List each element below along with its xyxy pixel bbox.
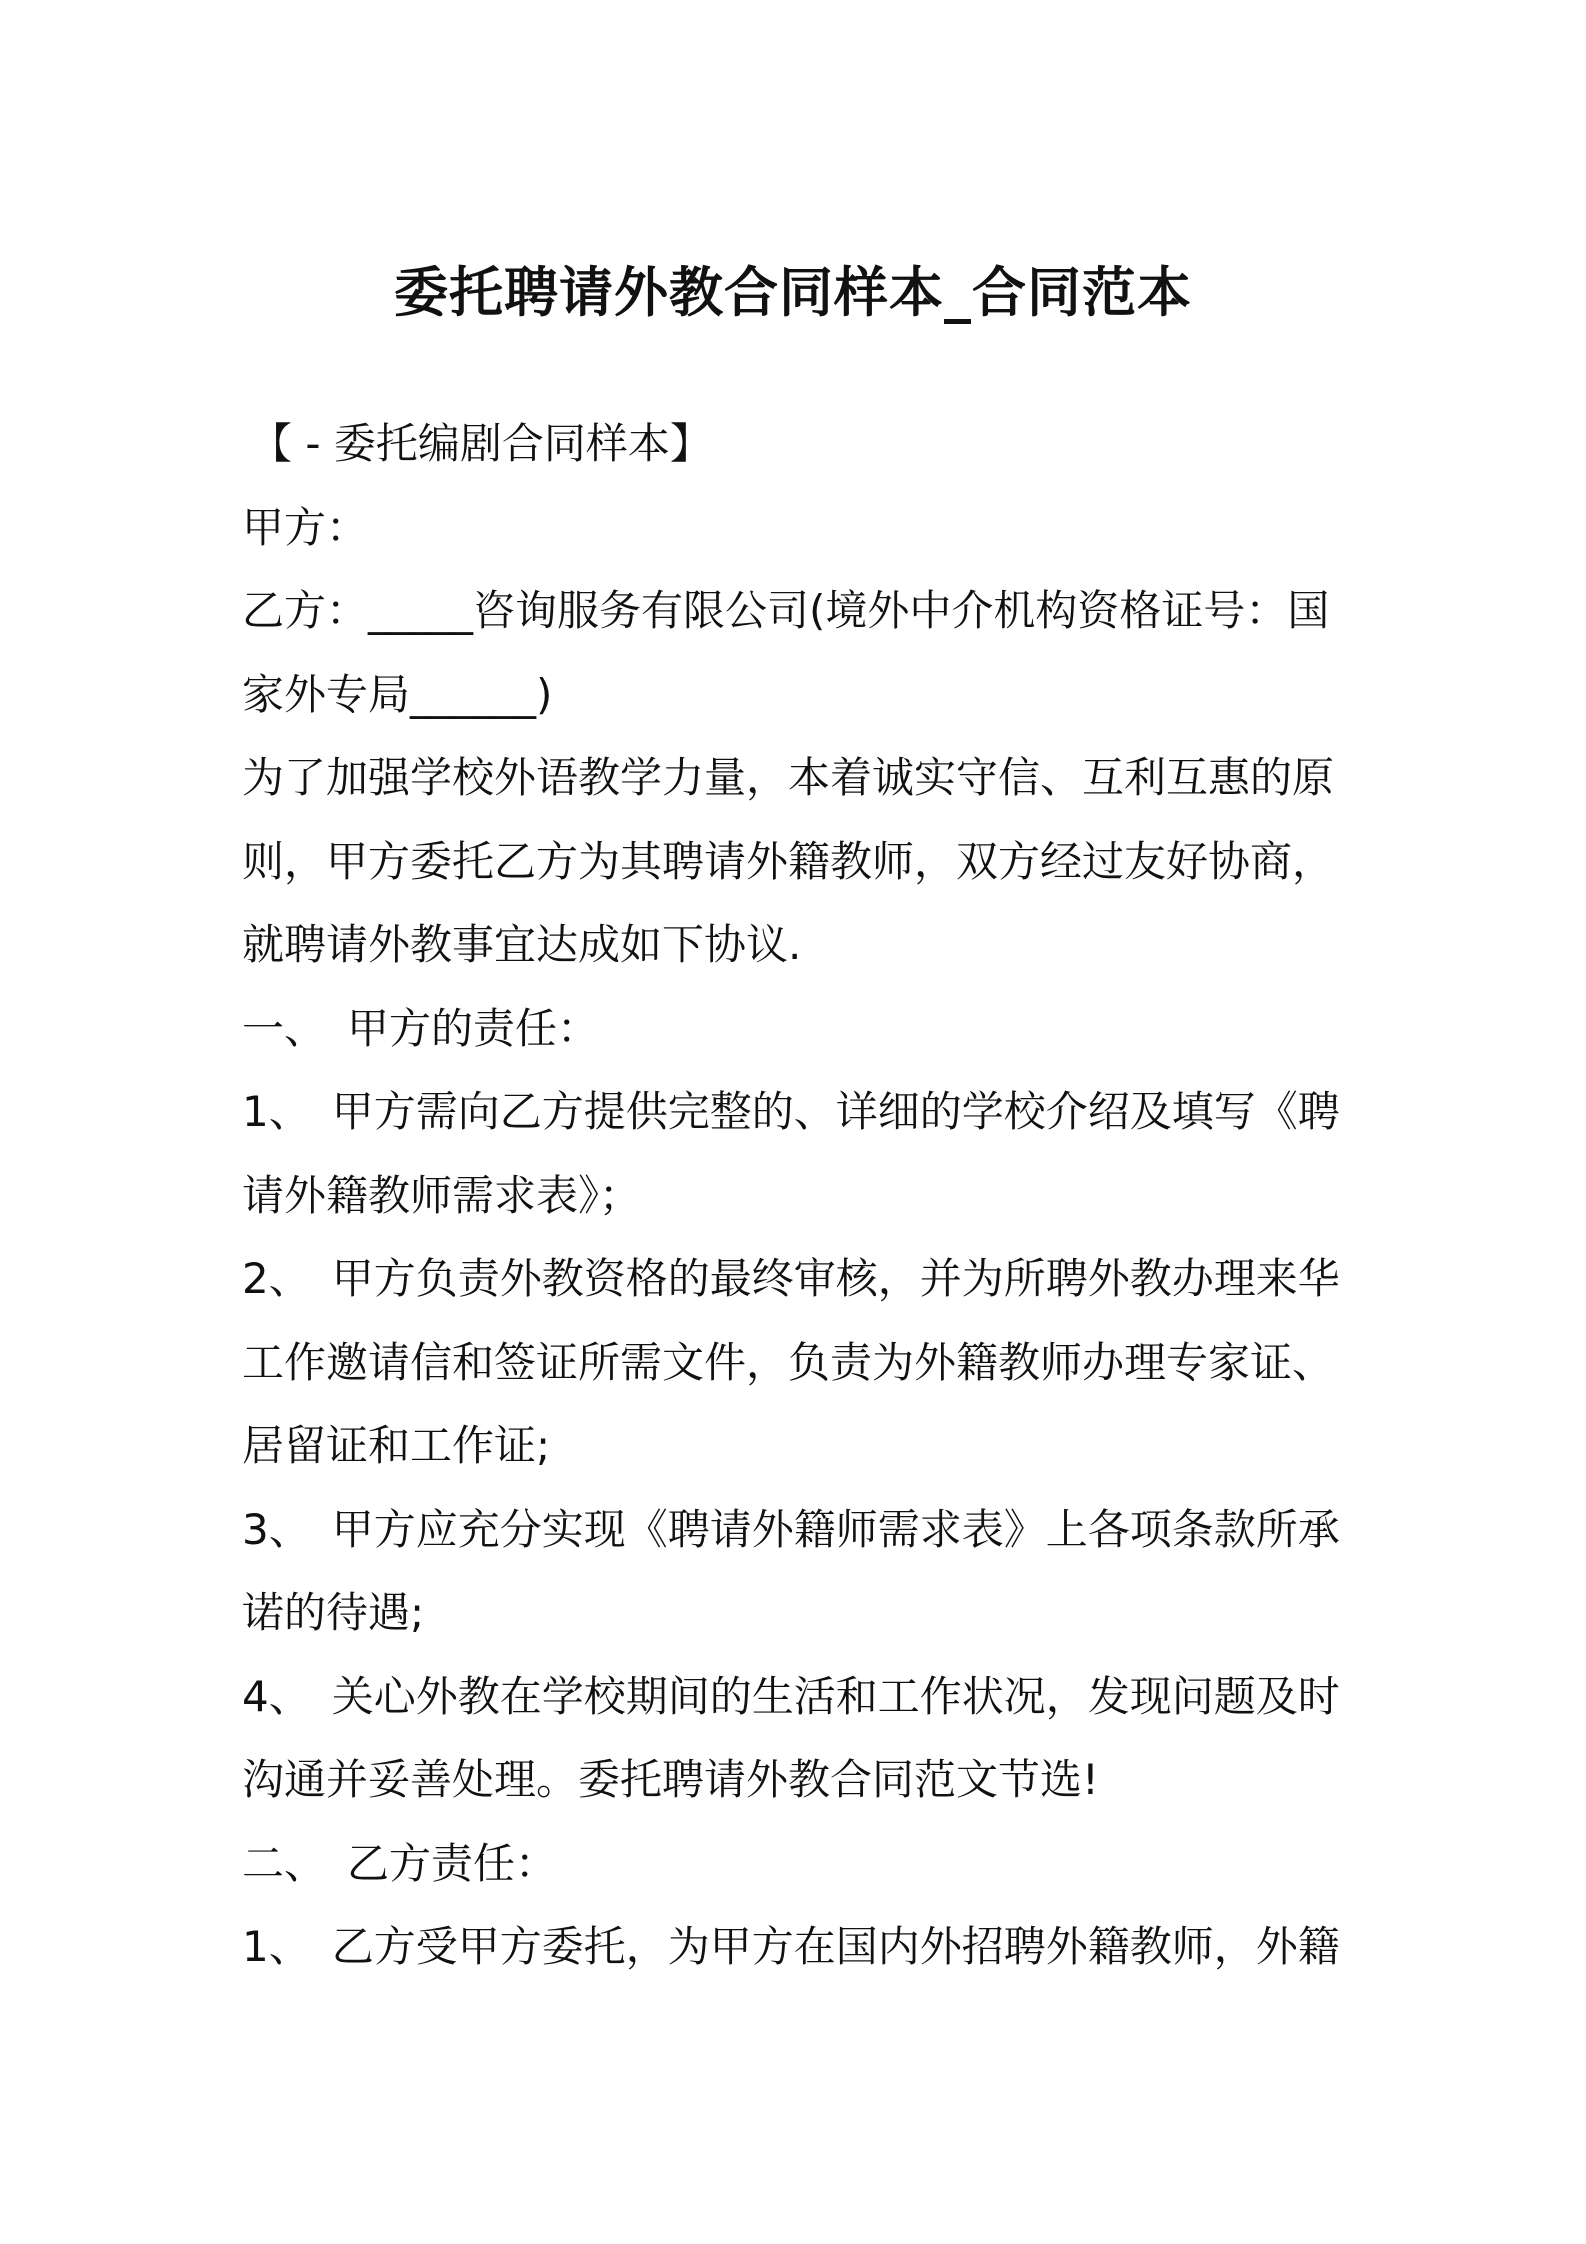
- clause-a-1: 1、 甲方需向乙方提供完整的、详细的学校介绍及填写《聘请外籍教师需求表》；: [242, 1087, 1340, 1220]
- party-b-line: 乙方：_____咨询服务有限公司(境外中介机构资格证号：国家外专局______): [242, 586, 1330, 719]
- clause-a-4: 4、 关心外教在学校期间的生活和工作状况，发现问题及时沟通并妥善处理。委托聘请外教合同范文节选!: [242, 1671, 1340, 1804]
- clause-b-1: 1、 乙方受甲方委托，为甲方在国内外招聘外籍教师，外籍: [242, 1922, 1340, 1971]
- document-title: 委托聘请外教合同样本_合同范本: [394, 261, 1192, 324]
- section-heading-party-b: 二、 乙方责任：: [242, 1838, 558, 1888]
- document-body: [242, 402, 1352, 1989]
- clause-a-2: 2、 甲方负责外教资格的最终审核，并为所聘外教办理来华工作邀请信和签证所需文件，负责为外籍教师办理专家证、居留证和工作证;: [242, 1254, 1340, 1470]
- section-heading-party-a: 一、 甲方的责任：: [242, 1003, 600, 1053]
- subtitle-bracket: 【 - 委托编剧合同样本】: [250, 419, 712, 468]
- clause-a-3: 3、 甲方应充分实现《聘请外籍师需求表》上各项条款所承诺的待遇;: [242, 1504, 1340, 1637]
- preamble-paragraph: 为了加强学校外语教学力量，本着诚实守信、互利互惠的原则，甲方委托乙方为其聘请外籍教师，双方经过友好协商，就聘请外教事宜达成如下协议.: [242, 753, 1335, 969]
- party-a-line: 甲方：: [242, 502, 369, 552]
